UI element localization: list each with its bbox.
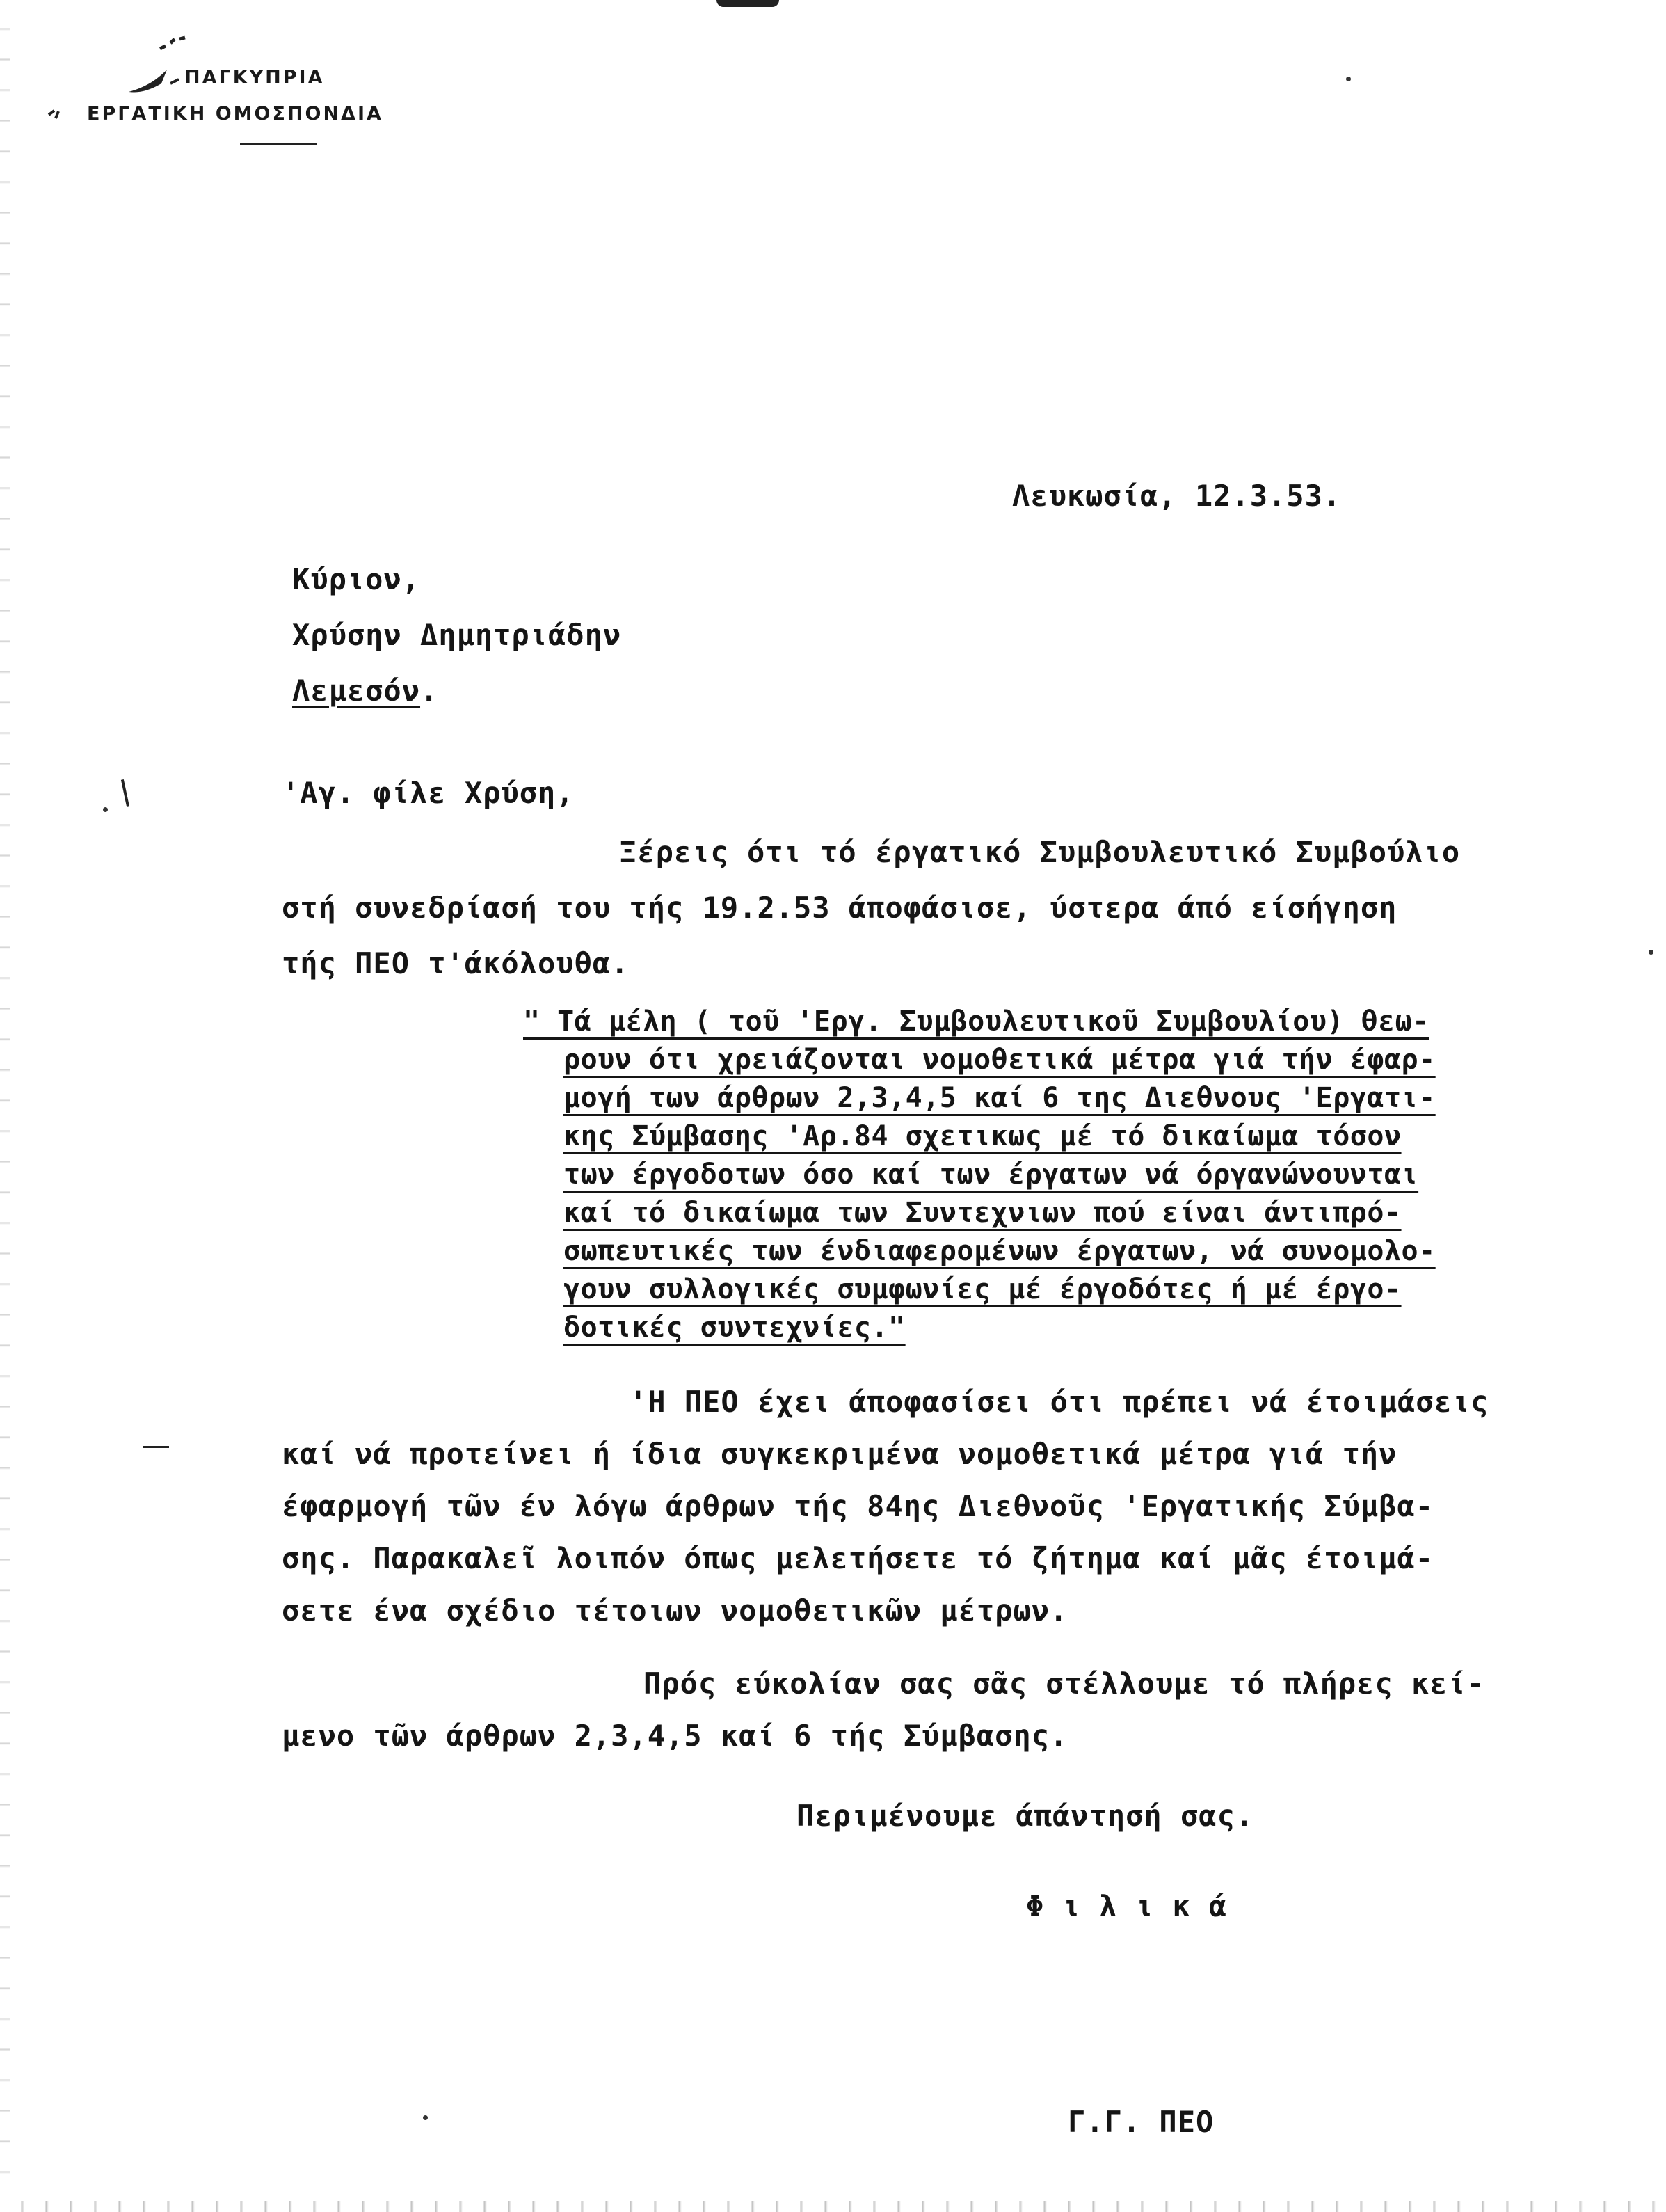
- quote-line-1: " Τά μέλη ( τοῦ 'Εργ. Συμβουλευτικοῦ Συμβουλίου) θεω-: [523, 1005, 1429, 1037]
- margin-tick-mark: [121, 779, 129, 807]
- paragraph2-line-5: σετε ένα σχέδιο τέτοιων νομοθετικῶν μέτρων.: [282, 1593, 1068, 1628]
- quote-line-4: κης Σύμβασης 'Αρ.84 σχετικως μέ τό δικαίωμα τόσον: [563, 1120, 1402, 1152]
- paragraph3-line-1: Πρός εύκολίαν σας σᾶς στέλλουμε τό πλήρες κεί-: [643, 1666, 1485, 1701]
- paragraph2-line-2: καί νά προτείνει ή ίδια συγκεκριμένα νομοθετικά μέτρα γιά τήν: [282, 1437, 1397, 1471]
- greeting: 'Αγ. φίλε Χρύση,: [282, 776, 575, 810]
- letterhead-line-2: ΕΡΓΑΤΙΚΗ ΟΜΟΣΠΟΝΔΙΑ: [87, 103, 383, 125]
- margin-dash: [143, 1446, 169, 1448]
- top-center-mark: [716, 0, 779, 7]
- recipient-city: Λεμεσόν: [292, 674, 421, 708]
- closing: Φ ι λ ι κ ά: [1026, 1889, 1228, 1923]
- letterhead-rule: [240, 143, 317, 145]
- scan-bottom-noise: [0, 2201, 1666, 2212]
- quote-line-7: σωπευτικές των ένδιαφερομένων έργατων, νά συνομολο-: [563, 1235, 1436, 1267]
- quote-line-3: μογή των άρθρων 2,3,4,5 καί 6 της Διεθνους 'Εργατι-: [563, 1082, 1436, 1114]
- federation-logo-icon: [42, 28, 195, 160]
- paragraph1-line-3: τής ΠΕΟ τ'άκόλουθα.: [282, 946, 630, 980]
- quote-line-2: ρουν ότι χρειάζονται νομοθετικά μέτρα γιά τήν έφαρ-: [563, 1044, 1436, 1076]
- quote-line-8: γουν συλλογικές συμφωνίες μέ έργοδότες ή μέ έργο-: [563, 1273, 1402, 1305]
- stray-dot-top-right: [1346, 77, 1351, 81]
- signature: Γ.Γ. ΠΕΟ: [1068, 2105, 1215, 2139]
- paragraph1-line-2: στή συνεδρίασή του τής 19.2.53 άποφάσισε, ύστερα άπό είσήγηση: [282, 891, 1397, 925]
- closing-request: Περιμένουμε άπάντησή σας.: [796, 1799, 1254, 1833]
- quote-line-9: δοτικές συντεχνίες.": [563, 1312, 906, 1344]
- paragraph2-line-1: 'Η ΠΕΟ έχει άποφασίσει ότι πρέπει νά έτοιμάσεις: [630, 1385, 1489, 1419]
- place-date: Λευκωσία, 12.3.53.: [1012, 479, 1342, 513]
- recipient-name: Χρύσην Δημητριάδην: [292, 618, 622, 652]
- paragraph3-line-2: μενο τῶν άρθρων 2,3,4,5 καί 6 τής Σύμβασης.: [282, 1719, 1068, 1753]
- paragraph2-line-4: σης. Παρακαλεῖ λοιπόν όπως μελετήσετε τό ζήτημα καί μᾶς έτοιμά-: [282, 1541, 1434, 1575]
- paragraph1-line-1: Ξέρεις ότι τό έργατικό Συμβουλευτικό Συμβούλιο: [619, 835, 1461, 869]
- recipient-city-line: [292, 674, 438, 708]
- stray-dot-right: [1649, 950, 1653, 955]
- stray-dot: [423, 2115, 428, 2120]
- margin-dot: [103, 807, 108, 812]
- recipient-city-suffix: .: [420, 674, 439, 708]
- quote-line-6: καί τό δικαίωμα των Συντεχνιων πού είναι άντιπρό-: [563, 1197, 1402, 1229]
- recipient-salutation: Κύριον,: [292, 562, 421, 596]
- letterhead-line-1: ΠΑΓΚΥΠΡΙΑ: [184, 67, 325, 88]
- paragraph2-line-3: έφαρμογή τῶν έν λόγω άρθρων τής 84ης Διεθνοῦς 'Εργατικής Σύμβα-: [282, 1489, 1434, 1523]
- scan-edge-noise: [0, 0, 10, 2212]
- quote-line-5: των έργοδοτων όσο καί των έργατων νά όργανώνουνται: [563, 1159, 1419, 1191]
